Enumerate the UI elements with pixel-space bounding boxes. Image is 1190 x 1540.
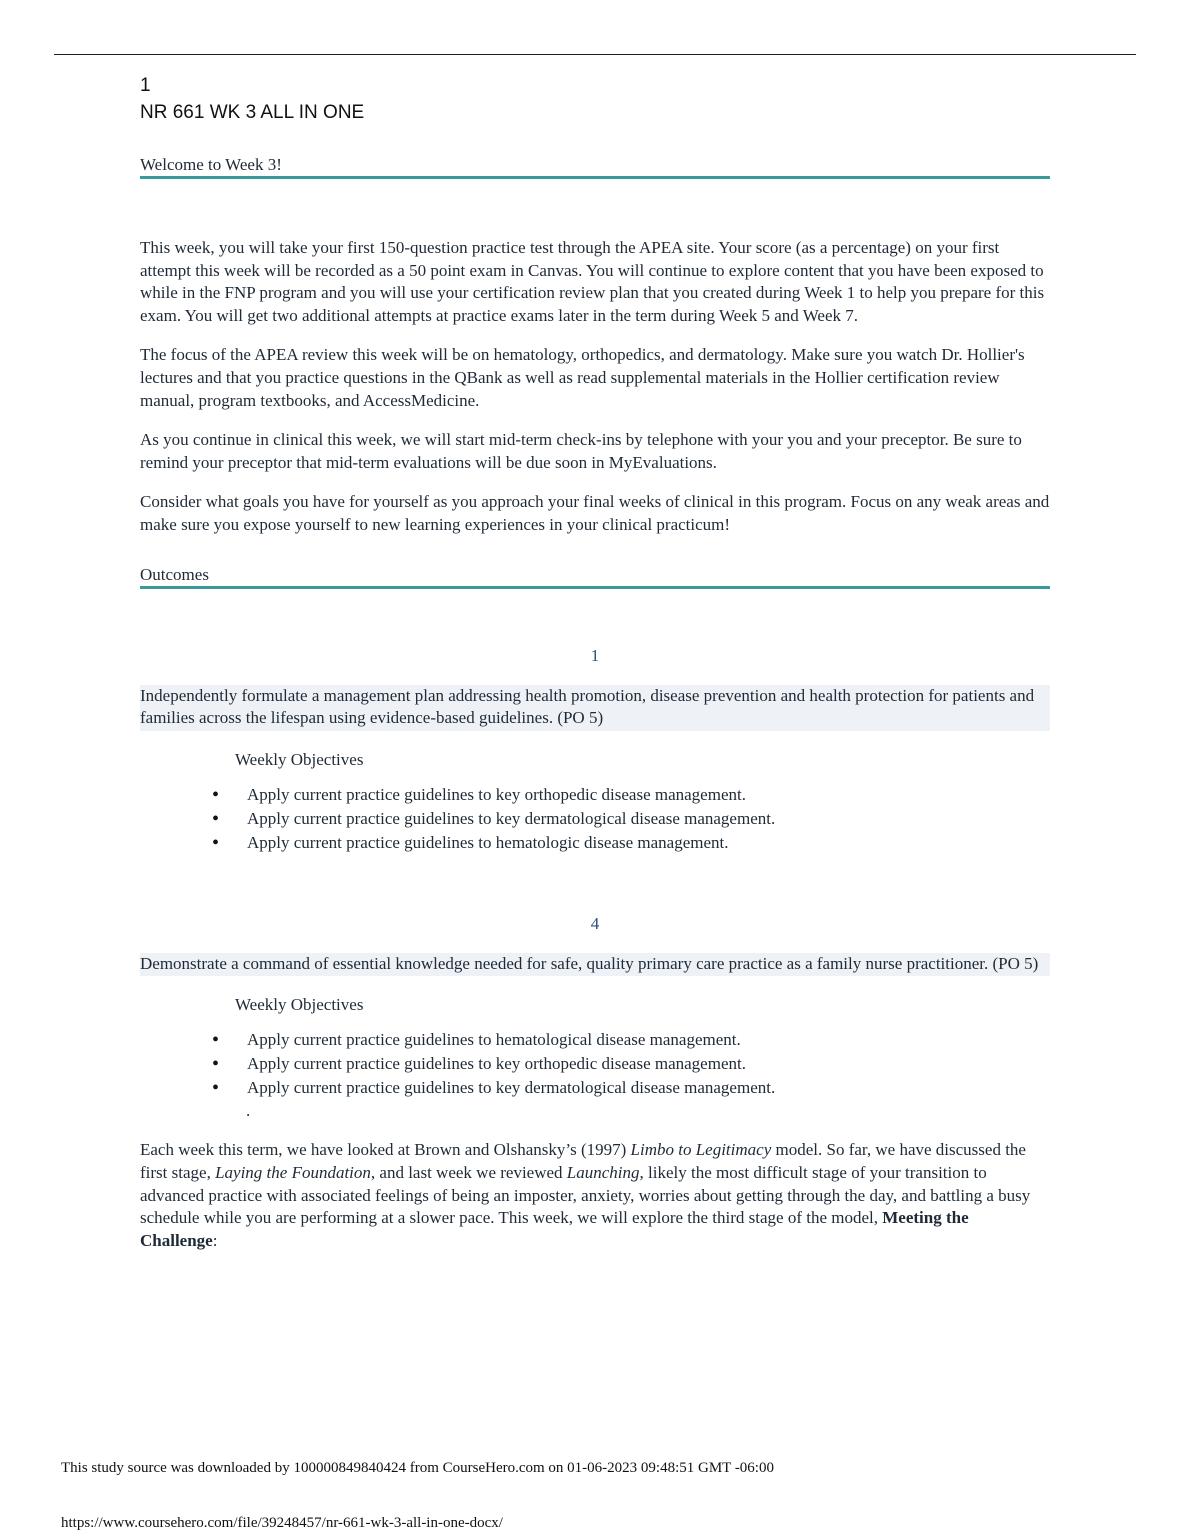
closing-bold-1: Meeting the Challenge <box>140 1208 969 1250</box>
closing-paragraph <box>140 1139 1050 1252</box>
outcome-number: 4 <box>590 913 600 933</box>
document-title: NR 661 WK 3 ALL IN ONE <box>140 102 365 123</box>
weekly-objectives-label: Weekly Objectives <box>235 749 364 769</box>
list-item: • Apply current practice guidelines to key orthopedic disease management. <box>247 783 1050 807</box>
closing-italic-3: Launching <box>566 1162 640 1182</box>
closing-italic-2: Laying the Foundation <box>215 1162 371 1182</box>
welcome-paragraph-1: This week, you will take your first 150-question practice test through the APEA site. Your score (as a percentage) on your first attempt this week will be recorded as a 50 point exam in Canvas. You will continue to explore content that you have been exposed to while in the FNP program and you will use your certification review plan that you created during Week 1 to help you prepare for this exam. You will get two additional attempts at practice exams later in the term during Week 5 and Week 7. <box>140 238 1045 325</box>
list-item: • Apply current practice guidelines to key orthopedic disease management. <box>247 1052 1050 1076</box>
list-item: • Apply current practice guidelines to hematologic disease management. <box>247 831 1050 855</box>
objectives-list <box>140 783 1050 855</box>
outcome-statement: Demonstrate a command of essential knowledge needed for safe, quality primary care practice as a family nurse practitioner. (PO 5) <box>140 953 1050 977</box>
weekly-objectives-label: Weekly Objectives <box>235 995 364 1015</box>
header-rule <box>54 54 1136 55</box>
welcome-paragraph-4: Consider what goals you have for yourself as you approach your final weeks of clinical in this program. Focus on any weak areas and make sure you expose yourself to new learning experiences in your clinical practicum! <box>140 492 1050 534</box>
closing-text-3: , and last week we reviewed <box>370 1162 567 1182</box>
objectives-list <box>140 1028 1050 1100</box>
source-url[interactable]: https://www.coursehero.com/file/39248457/nr-661-wk-3-all-in-one-docx/ <box>61 1515 503 1531</box>
welcome-paragraph-2: The focus of the APEA review this week will be on hematology, orthopedics, and dermatology. Make sure you watch Dr. Hollier's lectures and that you practice questions in the QBank as well as read supplemental materials in the Hollier certification review manual, program textbooks, and AccessMedicine. <box>140 345 1025 410</box>
outcomes-heading: Outcomes <box>140 564 1050 589</box>
list-item: • Apply current practice guidelines to key dermatological disease management. <box>247 1076 1050 1100</box>
welcome-heading: Welcome to Week 3! <box>140 154 1050 179</box>
outcome-statement: Independently formulate a management plan addressing health promotion, disease prevention and health protection for patients and families across the lifespan using evidence-based guidelines. (PO 5) <box>140 685 1050 731</box>
download-source-note: This study source was downloaded by 100000849840424 from CourseHero.com on 01-06-2023 09:48:51 GMT -06:00 <box>61 1460 774 1476</box>
list-item: • Apply current practice guidelines to key dermatological disease management. <box>247 807 1050 831</box>
trailing-period: . <box>246 1101 251 1121</box>
welcome-section <box>140 237 1050 537</box>
welcome-paragraph-3: As you continue in clinical this week, we will start mid-term check-ins by telephone with your you and your preceptor. Be sure to remind your preceptor that mid-term evaluations will be due soon in MyEvaluations. <box>140 430 1022 472</box>
list-item: • Apply current practice guidelines to hematological disease management. <box>247 1028 1050 1052</box>
closing-italic-1: Limbo to Legitimacy <box>630 1140 772 1160</box>
outcome-1 <box>140 645 1050 855</box>
outcome-4 <box>140 913 1050 1123</box>
closing-text-4: , likely the most difficult stage of your transition to advanced practice with associated feelings of being an imposter, anxiety, worries about getting through the day, and battling a busy schedule while you are performing at a slower pace. This week, we will explore the third stage of the model, <box>140 1162 1031 1228</box>
outcome-number: 1 <box>590 645 600 665</box>
document-body <box>140 74 1050 1269</box>
page-number: 1 <box>140 75 151 96</box>
closing-text-1: Each week this term, we have looked at Brown and Olshansky’s (1997) <box>140 1140 631 1160</box>
closing-text-5: : <box>212 1230 218 1250</box>
closing-text-2: model. So far, we have discussed the first stage, <box>140 1140 1026 1182</box>
